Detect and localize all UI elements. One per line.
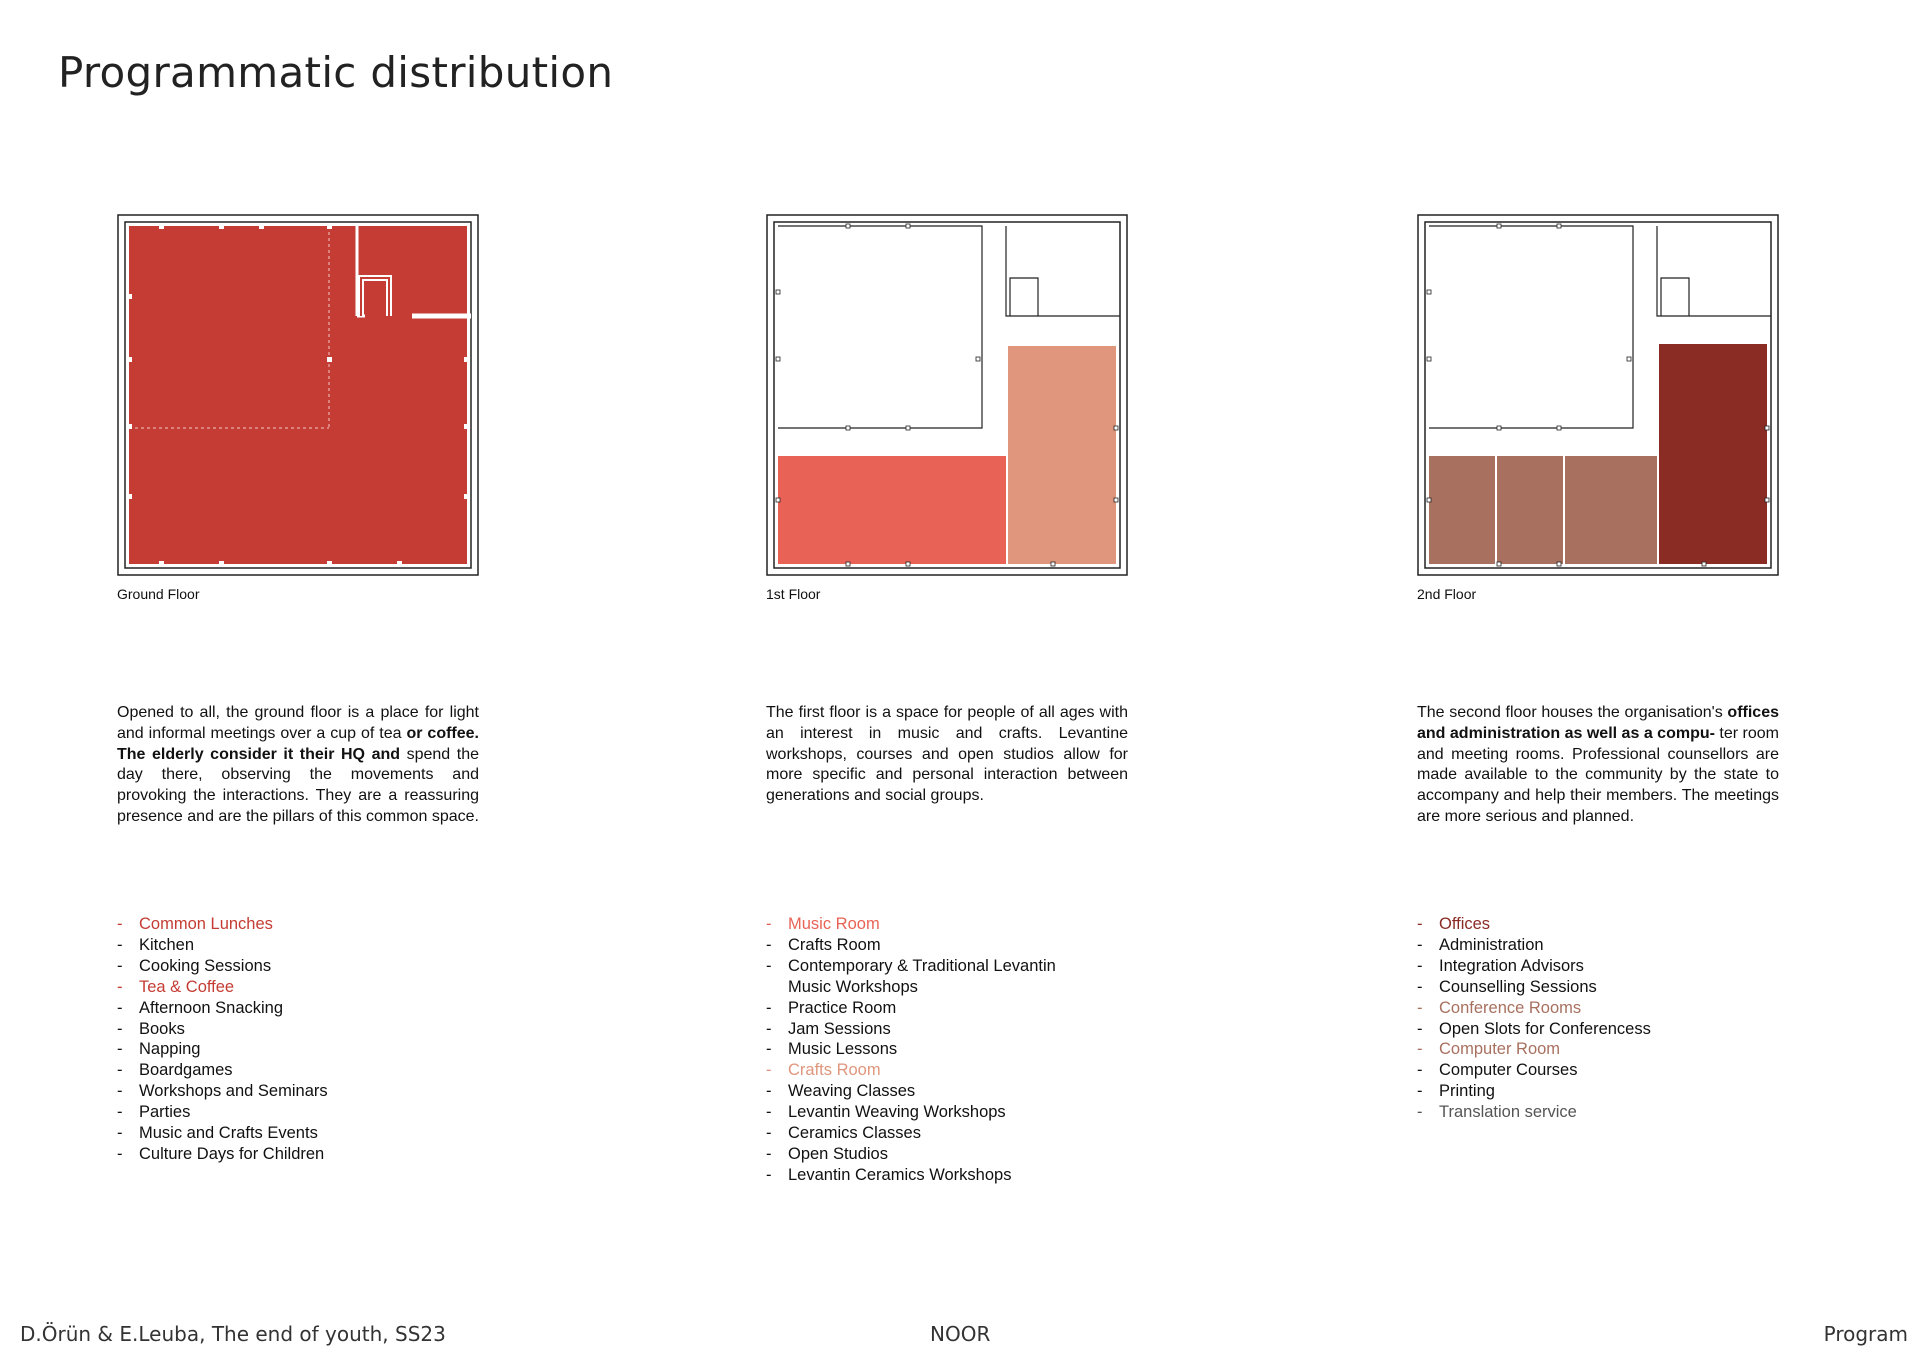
list-dash: - <box>766 915 772 933</box>
program-list-item <box>766 1039 1146 1060</box>
list-item-label: Levantin Ceramics Workshops <box>788 1165 1012 1184</box>
list-dash: - <box>117 1019 123 1038</box>
list-item-label: Culture Days for Children <box>139 1144 325 1163</box>
list-item-label: Music Workshops <box>788 977 918 996</box>
list-item-label: Open Slots for Conferencess <box>1439 1019 1651 1038</box>
floor-column-second <box>1417 214 1779 1122</box>
program-list-item <box>766 1144 1146 1165</box>
list-item-label: Computer Room <box>1439 1040 1561 1059</box>
list-item-label: Translation service <box>1439 1103 1577 1122</box>
list-dash: - <box>117 956 123 975</box>
list-item-label: Parties <box>139 1103 191 1122</box>
list-item-label: Practice Room <box>788 998 897 1017</box>
program-list-item <box>117 998 497 1019</box>
program-list-item <box>766 935 1146 956</box>
program-list-item <box>117 1019 497 1040</box>
program-list-item <box>766 1081 1146 1102</box>
description-segment: Opened to all, the ground floor is a place for light and informal meetings over a cup of tea <box>117 704 479 742</box>
list-item-label: Music Lessons <box>788 1040 898 1059</box>
list-dash: - <box>117 1124 123 1143</box>
list-item-label: Napping <box>139 1040 201 1059</box>
list-dash: - <box>766 1040 772 1059</box>
list-dash: - <box>1417 998 1423 1017</box>
list-dash: - <box>766 998 772 1017</box>
list-item-label: Open Studios <box>788 1144 888 1163</box>
program-list-item <box>1417 977 1797 998</box>
list-dash: - <box>766 956 772 975</box>
second-floor-plan <box>1417 214 1779 576</box>
program-list-item <box>1417 1081 1797 1102</box>
program-list-item <box>117 914 497 935</box>
list-item-label: Offices <box>1439 915 1491 933</box>
list-dash: - <box>766 1019 772 1038</box>
program-list-item <box>766 1060 1146 1081</box>
list-dash: - <box>117 1061 123 1080</box>
program-list-item <box>766 1165 1146 1186</box>
floor-column-first <box>766 214 1128 1184</box>
program-list <box>1417 914 1797 1123</box>
floor-description <box>117 703 479 828</box>
floor-description <box>766 703 1128 807</box>
program-list-item <box>117 1039 497 1060</box>
program-list-item <box>117 1102 497 1123</box>
zone-crafts-room <box>1008 346 1116 564</box>
list-dash: - <box>117 998 123 1017</box>
program-list-item <box>766 1123 1146 1144</box>
program-list-item <box>766 956 1146 977</box>
list-dash: - <box>1417 1019 1423 1038</box>
description-segment: or coffee. The elderly consider it their HQ and <box>117 724 479 763</box>
description-segment: ter room and meeting rooms. Professional counsellors are made available to the community by the state to accompany and help their members. The meetings are more serious and planned. <box>1417 724 1779 825</box>
list-item-label: Conference Rooms <box>1439 998 1582 1017</box>
program-list <box>766 914 1146 1186</box>
list-dash: - <box>766 1061 772 1080</box>
list-item-label: Cooking Sessions <box>139 956 272 975</box>
program-list-item <box>766 977 1146 998</box>
list-item-label: Tea & Coffee <box>139 977 235 996</box>
program-list-item <box>117 1144 497 1165</box>
list-dash: - <box>117 935 123 954</box>
list-dash: - <box>1417 1061 1423 1080</box>
list-item-label: Books <box>139 1019 185 1038</box>
list-dash: - <box>117 1082 123 1101</box>
list-dash: - <box>1417 1040 1423 1059</box>
description-segment: The first floor is a space for people of all ages with an interest in music and crafts. Levantine workshops, courses and open studios allow for more specific and personal interaction between generations and social groups. <box>766 704 1128 805</box>
list-item-label: Afternoon Snacking <box>139 998 284 1017</box>
program-list-item <box>766 1102 1146 1123</box>
floor-column-ground <box>117 214 480 1163</box>
ground-floor-plan <box>117 214 479 576</box>
program-list-item <box>117 1060 497 1081</box>
list-dash: - <box>1417 1082 1423 1101</box>
list-item-label: Music and Crafts Events <box>139 1124 318 1143</box>
first-floor-plan <box>766 214 1128 576</box>
list-dash: - <box>766 1082 772 1101</box>
zone-music-room <box>778 456 1006 564</box>
list-dash: - <box>1417 956 1423 975</box>
program-list-item <box>766 998 1146 1019</box>
list-item-label: Computer Courses <box>1439 1061 1578 1080</box>
list-item-label: Crafts Room <box>788 1061 881 1080</box>
list-item-label: Integration Advisors <box>1439 956 1584 975</box>
program-list-item <box>1417 1039 1797 1060</box>
program-list-item <box>1417 935 1797 956</box>
list-dash: - <box>117 915 123 933</box>
footer-credits: D.Örün & E.Leuba, The end of youth, SS23 <box>20 1322 446 1346</box>
list-item-label: Kitchen <box>139 935 195 954</box>
list-dash: - <box>117 1040 123 1059</box>
list-item-label: Boardgames <box>139 1061 233 1080</box>
list-item-label: Printing <box>1439 1082 1495 1101</box>
program-list-item <box>117 956 497 977</box>
footer-section: Program <box>1823 1322 1908 1346</box>
program-list-item <box>117 1123 497 1144</box>
floor-description <box>1417 703 1779 828</box>
floor-label: 1st Floor <box>766 586 821 602</box>
list-dash: - <box>1417 935 1423 954</box>
list-dash: - <box>766 1165 772 1184</box>
list-dash: - <box>1417 977 1423 996</box>
list-item-label: Jam Sessions <box>788 1019 891 1038</box>
list-item-label: Levantin Weaving Workshops <box>788 1103 1006 1122</box>
zone-offices <box>1659 344 1767 564</box>
program-list-item <box>117 935 497 956</box>
page-title: Programmatic distribution <box>58 48 614 97</box>
floor-label: 2nd Floor <box>1417 586 1477 602</box>
program-list-item <box>1417 1019 1797 1040</box>
list-dash: - <box>117 1103 123 1122</box>
list-dash: - <box>117 977 123 996</box>
list-item-label: Common Lunches <box>139 915 273 933</box>
description-segment: spend the day there, observing the movements and provoking the interactions. They are a reassuring presence and are the pillars of this common space. <box>117 745 480 825</box>
program-list-item <box>1417 998 1797 1019</box>
list-item-label: Music Room <box>788 915 880 933</box>
program-list-item <box>1417 1060 1797 1081</box>
description-segment: offices and administration as well as a compu- <box>1417 704 1779 742</box>
list-dash: - <box>766 1144 772 1163</box>
list-item-label: Crafts Room <box>788 935 881 954</box>
zone-conference-room-2 <box>1497 456 1563 564</box>
program-list <box>117 914 497 1165</box>
zone-conference-room-1 <box>1429 456 1495 564</box>
floor-label: Ground Floor <box>117 586 200 602</box>
list-item-label: Counselling Sessions <box>1439 977 1597 996</box>
zone-common-lunches <box>129 226 467 564</box>
program-list-item <box>117 977 497 998</box>
list-item-label: Weaving Classes <box>788 1082 916 1101</box>
program-list-item <box>766 1019 1146 1040</box>
list-item-label: Contemporary & Traditional Levantin <box>788 956 1056 975</box>
program-list-item <box>1417 956 1797 977</box>
program-list-item <box>1417 914 1797 935</box>
list-item-label: Administration <box>1439 935 1544 954</box>
footer-project-name: NOOR <box>930 1322 991 1346</box>
program-list-item <box>1417 1102 1797 1123</box>
list-dash: - <box>766 1103 772 1122</box>
list-item-label: Ceramics Classes <box>788 1124 921 1143</box>
program-list-item <box>766 914 1146 935</box>
list-dash: - <box>1417 1103 1423 1122</box>
list-dash: - <box>766 935 772 954</box>
list-dash: - <box>1417 915 1423 933</box>
program-list-item <box>117 1081 497 1102</box>
zone-computer-room <box>1565 456 1657 564</box>
description-segment: The second floor houses the organisation's <box>1417 704 1728 721</box>
list-dash: - <box>766 1124 772 1143</box>
list-dash: - <box>117 1144 123 1163</box>
list-item-label: Workshops and Seminars <box>139 1082 328 1101</box>
